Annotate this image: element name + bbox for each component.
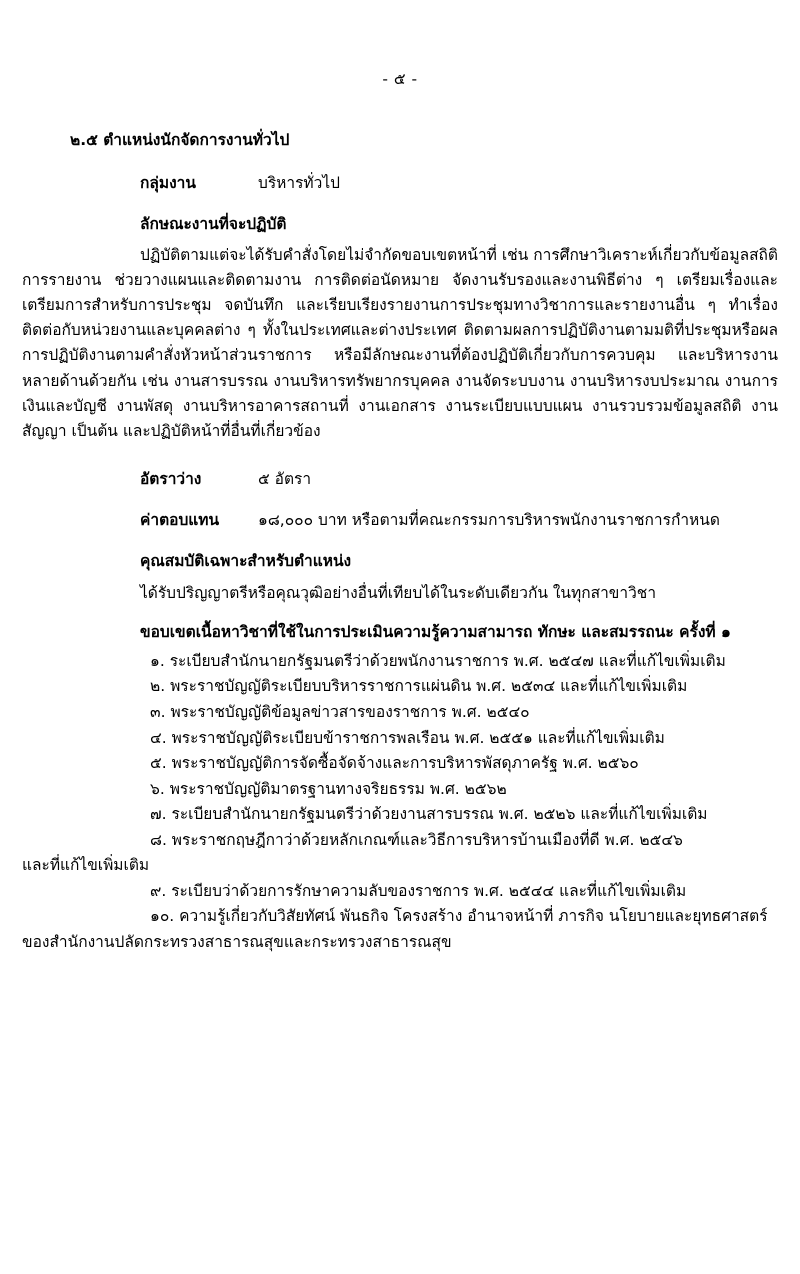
duties-block <box>22 243 778 444</box>
list-item: ๔. พระราชบัญญัติระเบียบข้าราชการพลเรือน พ.ศ. ๒๕๕๑ และที่แก้ไขเพิ่มเติม <box>150 728 665 747</box>
duties-paragraph: ปฏิบัติตามแต่จะได้รับคำสั่งโดยไม่จำกัดขอบเขตหน้าที่ เช่น การศึกษาวิเคราะห์เกี่ยวกับข้อมูลสถิติการรายงาน ช่วยวางแผนและติดตามงาน การติดต่อนัดหมาย จัดงานรับรองและงานพิธีต่าง ๆ เตรียมเรื่องและเตรียมการสำหรับการประชุม จดบันทึก และเรียบเรียงรายงานการประชุมทางวิชาการและรายงานอื่น ๆ ทำเรื่องติดต่อกับหน่วยงานและบุคคลต่าง ๆ ทั้งในประเทศและต่างประเทศ ติดตามผลการปฏิบัติงานตามมติที่ประชุมหรือผลการปฏิบัติงานตามคำสั่งหัวหน้าส่วนราชการ หรือมีลักษณะงานที่ต้องปฏิบัติเกี่ยวกับการควบคุม และบริหารงานหลายด้านด้วยกัน เช่น งานสารบรรณ งานบริหารทรัพยากรบุคคล งานจัดระบบงาน งานบริหารงบประมาณ งานการเงินและบัญชี งานพัสดุ งานบริหารอาคารสถานที่ งานเอกสาร งานระเบียบแบบแผน งานรวบรวมข้อมูลสถิติ งานสัญญา เป็นต้น และปฏิบัติหน้าที่อื่นที่เกี่ยวข้อง <box>22 246 778 440</box>
field-label-salary: ค่าตอบแทน <box>140 510 220 529</box>
list-item: ๒. พระราชบัญญัติระเบียบบริหารราชการแผ่นดิน พ.ศ. ๒๕๓๔ และที่แก้ไขเพิ่มเติม <box>150 677 688 696</box>
field-label-group: กลุ่มงาน <box>140 174 196 192</box>
list-item-continuation: และที่แก้ไขเพิ่มเติม <box>22 856 150 875</box>
page-number: - ๕ - <box>382 70 418 88</box>
field-row-salary <box>140 507 778 532</box>
list-item-continuation: ของสำนักงานปลัดกระทรวงสาธารณสุขและกระทรวงสาธารณสุข <box>22 932 452 951</box>
field-label-vacancy: อัตราว่าง <box>140 469 202 488</box>
list-item: ๓. พระราชบัญญัติข้อมูลข่าวสารของราชการ พ.ศ. ๒๕๔๐ <box>150 702 530 721</box>
section-heading: ๒.๕ ตำแหน่งนักจัดการงานทั่วไป <box>70 131 290 149</box>
list-item: ๑. ระเบียบสำนักนายกรัฐมนตรีว่าด้วยพนักงานราชการ พ.ศ. ๒๕๔๗ และที่แก้ไขเพิ่มเติม <box>150 651 726 670</box>
list-item: ๕. พระราชบัญญัติการจัดซื้อจัดจ้างและการบริหารพัสดุภาครัฐ พ.ศ. ๒๕๖๐ <box>150 754 639 773</box>
field-value-vacancy: ๕ อัตรา <box>258 469 312 488</box>
list-item: ๑๐. ความรู้เกี่ยวกับวิสัยทัศน์ พันธกิจ โครงสร้าง อำนาจหน้าที่ ภารกิจ นโยบายและยุทธศาสตร์ <box>150 907 768 926</box>
list-item: ๙. ระเบียบว่าด้วยการรักษาความลับของราชการ พ.ศ. ๒๕๔๔ และที่แก้ไขเพิ่มเติม <box>150 881 687 900</box>
field-value-salary: ๑๘,๐๐๐ บาท หรือตามที่คณะกรรมการบริหารพนักงานราชการกำหนด <box>258 510 720 529</box>
qualification-text: ได้รับปริญญาตรีหรือคุณวุฒิอย่างอื่นที่เทียบได้ในระดับเดียวกัน ในทุกสาขาวิชา <box>140 583 657 602</box>
list-item: ๖. พระราชบัญญัติมาตรฐานทางจริยธรรม พ.ศ. ๒๕๖๒ <box>150 779 507 798</box>
scope-list <box>22 650 778 955</box>
qualification-heading: คุณสมบัติเฉพาะสำหรับตำแหน่ง <box>140 551 352 570</box>
document-page <box>0 66 800 1274</box>
field-value-group: บริหารทั่วไป <box>258 174 340 192</box>
scope-heading: ขอบเขตเนื้อหาวิชาที่ใช้ในการประเมินความรู้ความสามารถ ทักษะ และสมรรถนะ ครั้งที่ ๑ <box>140 622 731 641</box>
field-row-group <box>140 170 778 195</box>
field-row-vacancy <box>140 466 778 491</box>
duties-heading: ลักษณะงานที่จะปฏิบัติ <box>140 215 287 233</box>
list-item: ๘. พระราชกฤษฎีกาว่าด้วยหลักเกณฑ์และวิธีการบริหารบ้านเมืองที่ดี พ.ศ. ๒๕๔๖ <box>150 830 683 849</box>
list-item: ๗. ระเบียบสำนักนายกรัฐมนตรีว่าด้วยงานสารบรรณ พ.ศ. ๒๕๒๖ และที่แก้ไขเพิ่มเติม <box>150 805 708 824</box>
page-content <box>0 127 800 954</box>
